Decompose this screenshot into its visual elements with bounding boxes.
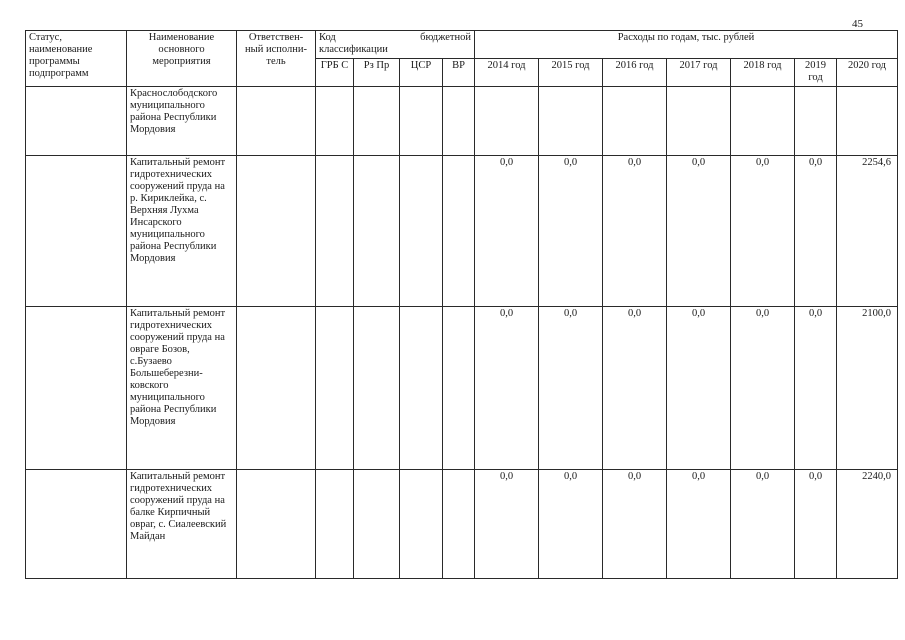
value-cell: 0,0 xyxy=(475,307,539,470)
budget-table xyxy=(25,30,898,579)
value-cell: 0,0 xyxy=(539,156,603,307)
grbs-cell xyxy=(316,87,354,156)
rzpr-cell xyxy=(354,156,400,307)
csr-cell xyxy=(400,156,443,307)
vr-cell xyxy=(443,307,475,470)
csr-cell xyxy=(400,470,443,579)
table-row xyxy=(26,156,898,307)
header-year: 2015 год xyxy=(539,59,603,87)
header-executor: Ответствен-ный исполни-тель xyxy=(237,31,316,87)
header-rzpr: Рз Пр xyxy=(354,59,400,87)
value-cell xyxy=(731,87,795,156)
measure-name: Капитальный ремонт гидротехнических сооружений пруда на балке Кирпичный овраг, с. Сиалеевский Майдан xyxy=(127,470,237,579)
grbs-cell xyxy=(316,156,354,307)
value-cell: 0,0 xyxy=(539,470,603,579)
table-row xyxy=(26,470,898,579)
executor-cell xyxy=(237,87,316,156)
status-cell xyxy=(26,87,127,156)
rzpr-cell xyxy=(354,87,400,156)
executor-cell xyxy=(237,470,316,579)
value-cell: 0,0 xyxy=(731,156,795,307)
header-code-bottom: классификации xyxy=(319,44,388,55)
value-cell: 0,0 xyxy=(795,470,837,579)
vr-cell xyxy=(443,470,475,579)
value-cell: 0,0 xyxy=(603,156,667,307)
rzpr-cell xyxy=(354,307,400,470)
status-cell xyxy=(26,156,127,307)
grbs-cell xyxy=(316,470,354,579)
value-cell: 2100,0 xyxy=(837,307,898,470)
executor-cell xyxy=(237,307,316,470)
value-cell: 0,0 xyxy=(795,156,837,307)
measure-name: Капитальный ремонт гидротехнических сооружений пруда на р. Кириклейка, с. Верхняя Лухма Инсарского муниципального района Республики Мордовия xyxy=(127,156,237,307)
value-cell xyxy=(603,87,667,156)
header-year: 2018 год xyxy=(731,59,795,87)
vr-cell xyxy=(443,87,475,156)
value-cell: 0,0 xyxy=(667,156,731,307)
value-cell xyxy=(539,87,603,156)
vr-cell xyxy=(443,156,475,307)
value-cell: 2254,6 xyxy=(837,156,898,307)
table-row xyxy=(26,87,898,156)
header-vr: ВР xyxy=(443,59,475,87)
header-code-left: Код xyxy=(319,32,336,43)
value-cell xyxy=(837,87,898,156)
grbs-cell xyxy=(316,307,354,470)
value-cell: 2240,0 xyxy=(837,470,898,579)
csr-cell xyxy=(400,307,443,470)
value-cell: 0,0 xyxy=(475,156,539,307)
measure-name: Краснослободского муниципального района Республики Мордовия xyxy=(127,87,237,156)
rzpr-cell xyxy=(354,470,400,579)
page-number: 45 xyxy=(852,18,863,30)
header-expenses: Расходы по годам, тыс. рублей xyxy=(475,31,898,59)
header-grbs: ГРБ С xyxy=(316,59,354,87)
value-cell xyxy=(795,87,837,156)
measure-name: Капитальный ремонт гидротехнических сооружений пруда на овраге Бозов, с.Бузаево Большеберезни-ковского муниципального района Республики Мордовия xyxy=(127,307,237,470)
value-cell: 0,0 xyxy=(731,470,795,579)
value-cell: 0,0 xyxy=(667,307,731,470)
executor-cell xyxy=(237,156,316,307)
value-cell: 0,0 xyxy=(539,307,603,470)
value-cell xyxy=(475,87,539,156)
status-cell xyxy=(26,307,127,470)
value-cell: 0,0 xyxy=(475,470,539,579)
status-cell xyxy=(26,470,127,579)
value-cell: 0,0 xyxy=(603,470,667,579)
value-cell: 0,0 xyxy=(667,470,731,579)
header-name: Наименование основного мероприятия xyxy=(127,31,237,87)
header-csr: ЦСР xyxy=(400,59,443,87)
value-cell: 0,0 xyxy=(603,307,667,470)
csr-cell xyxy=(400,87,443,156)
header-code-right: бюджетной xyxy=(420,32,472,43)
header-year: 2019 год xyxy=(795,59,837,87)
header-status: Статус, наименование программы подпрограмм xyxy=(26,31,127,87)
value-cell xyxy=(667,87,731,156)
value-cell: 0,0 xyxy=(795,307,837,470)
header-year: 2014 год xyxy=(475,59,539,87)
table-row xyxy=(26,307,898,470)
header-year: 2016 год xyxy=(603,59,667,87)
header-year: 2020 год xyxy=(837,59,898,87)
header-budget-code xyxy=(316,31,475,59)
header-year: 2017 год xyxy=(667,59,731,87)
value-cell: 0,0 xyxy=(731,307,795,470)
